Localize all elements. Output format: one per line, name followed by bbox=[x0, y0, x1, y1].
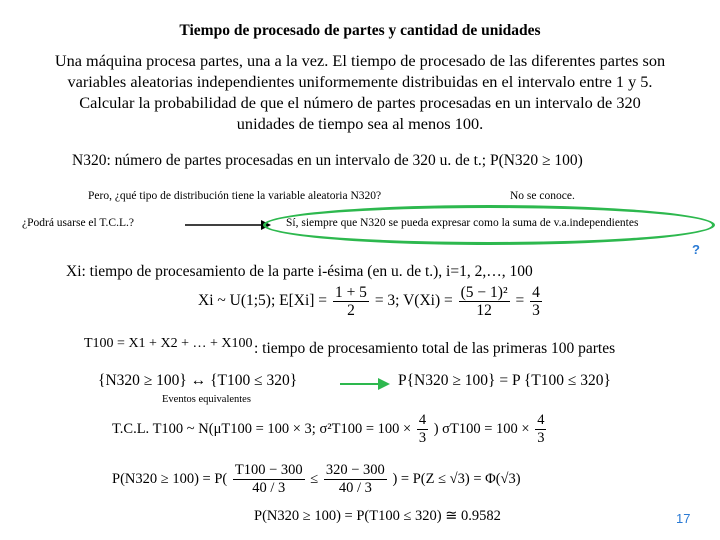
var-fraction bbox=[459, 284, 510, 319]
z-den: 40 / 3 bbox=[252, 480, 286, 496]
z-num: T100 − 300 bbox=[234, 462, 303, 478]
mean-fraction bbox=[333, 284, 369, 319]
xi-mean-lhs: E[Xi] = bbox=[279, 292, 328, 310]
t100-formula: T100 = X1 + X2 + … + X100 bbox=[84, 336, 253, 351]
tcl-mid: ) σT100 = 100 × bbox=[433, 420, 530, 437]
var-den-2: 3 bbox=[532, 302, 540, 319]
var-eq: = bbox=[515, 292, 525, 310]
equivalent-probability: P{N320 ≥ 100} = P {T100 ≤ 320} bbox=[398, 372, 611, 389]
sigma-den: 3 bbox=[537, 430, 545, 446]
prob-mid: ≤ bbox=[310, 470, 319, 487]
xi-distribution-formula bbox=[198, 284, 544, 319]
mean-num: 1 + 5 bbox=[334, 284, 367, 301]
tcl-formula bbox=[112, 412, 548, 447]
tcl-dist: T100 ~ N(μT100 = 100 × 3; σ²T100 = 100 × bbox=[152, 420, 412, 437]
standardization-formula bbox=[112, 462, 521, 497]
intro-line: Calcular la probabilidad de que el número de partes procesadas en un intervalo de 320 bbox=[79, 93, 641, 112]
intro-line: variables aleatorias independientes uniformemente distribuidas en el intervalo entre 1 y 5. bbox=[67, 72, 653, 91]
var-num: (5 − 1)² bbox=[460, 284, 508, 301]
n320-definition: N320: número de partes procesadas en un intervalo de 320 u. de t.; P(N320 ≥ 100) bbox=[72, 152, 583, 169]
c-num: 320 − 300 bbox=[325, 462, 385, 478]
distribution-answer: No se conoce. bbox=[510, 190, 575, 202]
tcl-lhs: T.C.L. bbox=[112, 420, 150, 437]
xi-dist: Xi ~ U(1;5); bbox=[198, 292, 276, 310]
var-num-2: 4 bbox=[532, 284, 540, 301]
var-den: 12 bbox=[476, 302, 492, 319]
intro-line: Una máquina procesa partes, una a la vez. El tiempo de procesado de las diferentes partes son bbox=[54, 51, 666, 70]
problem-statement bbox=[20, 50, 700, 134]
tcl-question: ¿Podrá usarse el T.C.L.? bbox=[22, 217, 134, 229]
variance-fraction bbox=[417, 412, 428, 447]
result-formula: P(N320 ≥ 100) = P(T100 ≤ 320) ≅ 0.9582 bbox=[254, 508, 501, 524]
variance-num: 4 bbox=[418, 412, 427, 428]
tcl-answer: Sí, siempre que N320 se pueda expresar como la suma de v.a.independientes bbox=[286, 217, 639, 229]
var-fraction-2 bbox=[530, 284, 542, 319]
events-label: Eventos equivalentes bbox=[162, 394, 251, 405]
sigma-num: 4 bbox=[537, 412, 545, 428]
question-mark-icon: ? bbox=[692, 242, 700, 257]
page-number: 17 bbox=[676, 511, 691, 526]
c-fraction bbox=[324, 462, 387, 497]
c-den: 40 / 3 bbox=[338, 480, 372, 496]
prob-lhs: P(N320 ≥ 100) = P( bbox=[112, 470, 228, 487]
arrow-icon bbox=[185, 219, 271, 231]
distribution-question: Pero, ¿qué tipo de distribución tiene la variable aleatoria N320? bbox=[88, 190, 382, 202]
variance-den: 3 bbox=[418, 430, 427, 446]
xi-definition: Xi: tiempo de procesamiento de la parte i-ésima (en u. de t.), i=1, 2,…, 100 bbox=[66, 263, 533, 280]
mean-den: 2 bbox=[347, 302, 355, 319]
sigma-fraction bbox=[535, 412, 546, 447]
intro-line: unidades de tiempo sea al menos 100. bbox=[236, 114, 484, 133]
arrow-icon bbox=[340, 378, 390, 390]
t100-definition: : tiempo de procesamiento total de las primeras 100 partes bbox=[254, 340, 616, 357]
xi-var-lhs: V(Xi) = bbox=[403, 292, 453, 310]
equivalent-events: {N320 ≥ 100} ↔ {T100 ≤ 320} bbox=[98, 372, 298, 389]
prob-rhs: ) = P(Z ≤ √3) = Φ(√3) bbox=[392, 470, 521, 487]
slide-title: Tiempo de procesado de partes y cantidad de unidades bbox=[179, 22, 541, 39]
mean-value: = 3; bbox=[374, 292, 400, 310]
z-fraction bbox=[233, 462, 305, 497]
